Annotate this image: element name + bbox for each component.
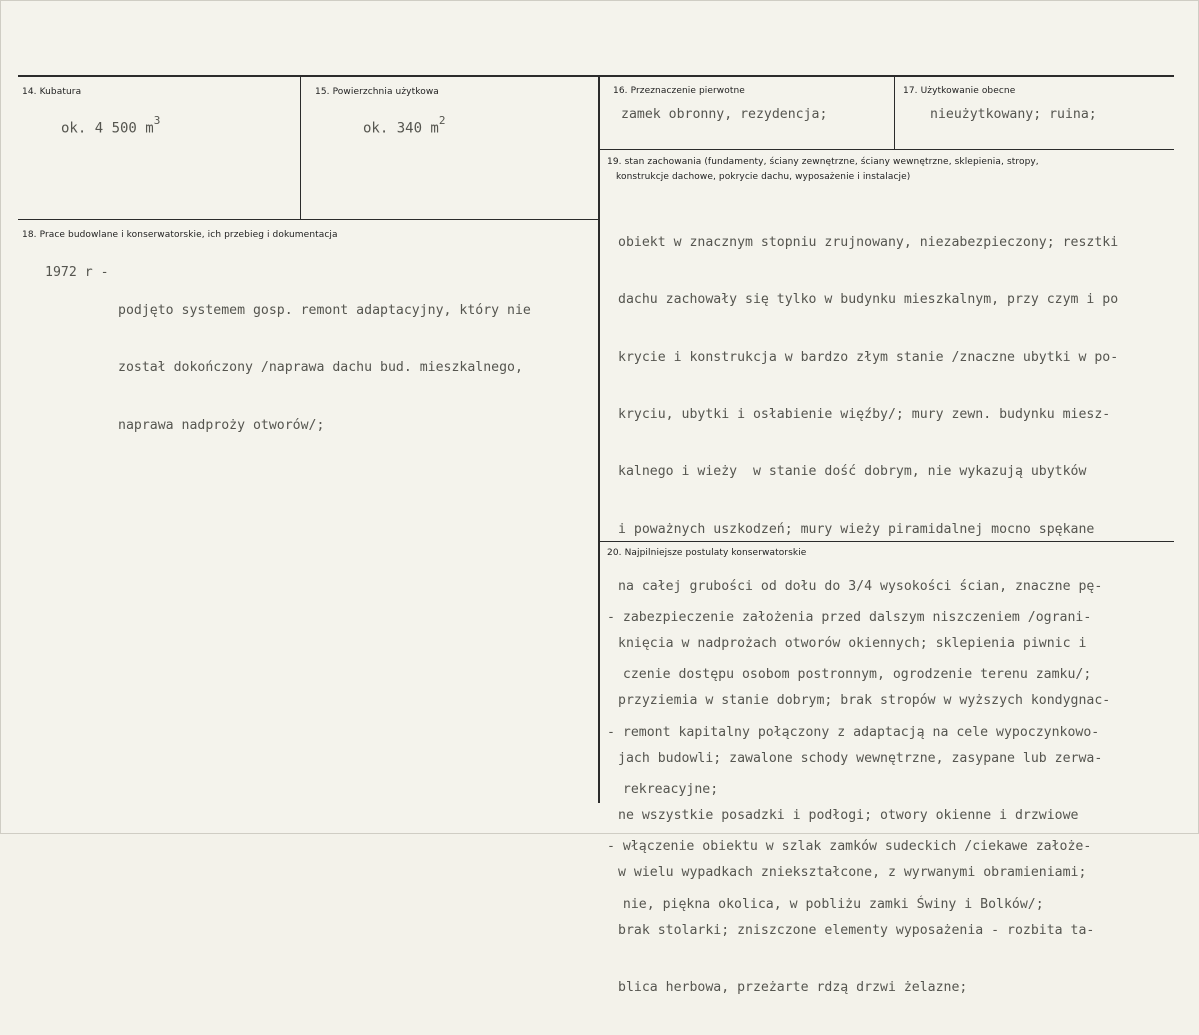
volume-value: ok. 4 500 m bbox=[61, 120, 154, 137]
vertical-rule-left bbox=[300, 76, 301, 219]
field-20-text bbox=[607, 570, 1099, 952]
field-18-label: 18. Prace budowlane i konserwatorskie, ich przebieg i dokumentacja bbox=[22, 230, 338, 240]
text-line: - zabezpieczenie założenia przed dalszym niszczeniem /ograni- bbox=[607, 610, 1092, 626]
text-line: w wielu wypadkach zniekształcone, z wyrwanymi obramieniami; bbox=[618, 865, 1087, 881]
text-line: obiekt w znacznym stopniu zrujnowany, niezabezpieczony; resztki bbox=[618, 235, 1119, 251]
field-19-label bbox=[607, 155, 1039, 185]
field-15-value bbox=[363, 114, 446, 137]
text-line: blica herbowa, przeżarte rdzą drzwi żelazne; bbox=[618, 979, 968, 995]
text-line: kryciu, ubytki i osłabienie więźby/; mury zewn. budynku miesz- bbox=[618, 407, 1111, 423]
area-value: ok. 340 m bbox=[363, 120, 439, 137]
field-20-label: 20. Najpilniejsze postulaty konserwatorskie bbox=[607, 548, 807, 558]
field-18-year: 1972 r - bbox=[45, 265, 109, 280]
text-line: został dokończony /naprawa dachu bud. mieszkalnego, bbox=[118, 360, 523, 376]
text-line: brak stolarki; zniszczone elementy wyposażenia - rozbita ta- bbox=[618, 922, 1095, 938]
field-16-label: 16. Przeznaczenie pierwotne bbox=[613, 86, 745, 96]
text-line: knięcia w nadprożach otworów okiennych; sklepienia piwnic i bbox=[618, 636, 1087, 652]
text-line: - włączenie obiektu w szlak zamków sudeckich /ciekawe założe- bbox=[607, 839, 1092, 855]
field-17-value: nieużytkowany; ruina; bbox=[930, 107, 1097, 122]
text-line: i poważnych uszkodzeń; mury wieży piramidalnej mocno spękane bbox=[618, 521, 1095, 537]
volume-unit-exponent: 3 bbox=[153, 114, 161, 127]
field-17-label: 17. Użytkowanie obecne bbox=[903, 86, 1016, 96]
text-line: przyziemia w stanie dobrym; brak stropów w wyższych kondygnac- bbox=[618, 693, 1111, 709]
field-16-value: zamek obronny, rezydencja; bbox=[621, 107, 828, 122]
text-line: czenie dostępu osobom postronnym, ogrodzenie terenu zamku/; bbox=[607, 667, 1092, 683]
text-line: nie, piękna okolica, w pobliżu zamki Świny i Bolków/; bbox=[607, 896, 1044, 912]
field-19-label-line-2: konstrukcje dachowe, pokrycie dachu, wyposażenie i instalacje) bbox=[616, 172, 911, 182]
top-rule bbox=[18, 75, 1174, 77]
text-line: naprawa nadproży otworów/; bbox=[118, 417, 325, 433]
text-line: jach budowli; zawalone schody wewnętrzne, zasypane lub zerwa- bbox=[618, 750, 1103, 766]
vertical-rule-right bbox=[894, 76, 895, 150]
field-14-label: 14. Kubatura bbox=[22, 87, 82, 97]
field-19-label-line-1: 19. stan zachowania (fundamenty, ściany zewnętrzne, ściany wewnętrzne, sklepienia, stropy, bbox=[607, 157, 1039, 167]
text-line: podjęto systemem gosp. remont adaptacyjny, który nie bbox=[118, 303, 531, 319]
rule-under-top-row-left bbox=[18, 219, 599, 220]
field-14-value bbox=[61, 114, 161, 137]
text-line: na całej grubości od dołu do 3/4 wysokości ścian, znaczne pę- bbox=[618, 578, 1103, 594]
field-18-text bbox=[118, 263, 531, 473]
field-15-label: 15. Powierzchnia użytkowa bbox=[315, 87, 439, 97]
vertical-rule-center bbox=[598, 76, 600, 803]
text-line: rekreacyjne; bbox=[607, 782, 719, 798]
area-unit-exponent: 2 bbox=[438, 114, 446, 127]
text-line: kalnego i wieży w stanie dość dobrym, nie wykazują ubytków bbox=[618, 464, 1087, 480]
text-line: krycie i konstrukcja w bardzo złym stanie /znaczne ubytki w po- bbox=[618, 349, 1119, 365]
rule-under-top-row-right bbox=[599, 149, 1174, 150]
text-line: dachu zachowały się tylko w budynku mieszkalnym, przy czym i po bbox=[618, 292, 1119, 308]
text-line: ne wszystkie posadzki i podłogi; otwory okienne i drzwiowe bbox=[618, 808, 1079, 823]
text-line: - remont kapitalny połączony z adaptacją na cele wypoczynkowo- bbox=[607, 724, 1100, 740]
